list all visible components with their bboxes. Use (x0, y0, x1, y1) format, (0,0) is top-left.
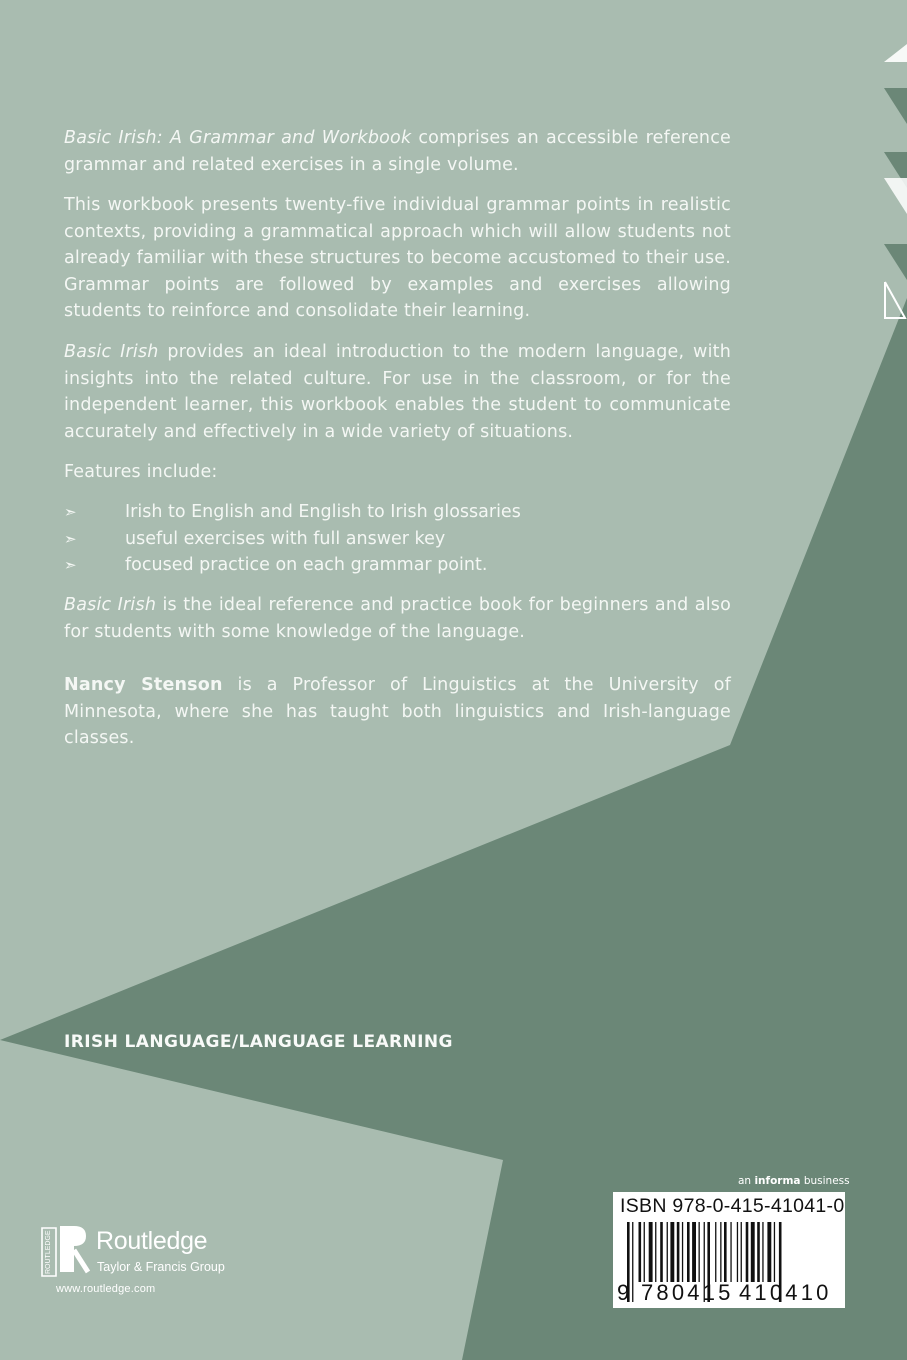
routledge-vertical-mark: ROUTLEDGE (45, 1230, 52, 1274)
barcode-bar (682, 1222, 683, 1282)
publisher-name: Routledge (96, 1227, 208, 1255)
arrow-bullet-icon: ➣ (64, 530, 77, 548)
barcode-bar (724, 1222, 727, 1282)
barcode-bar (762, 1222, 763, 1282)
isbn-label: ISBN 978-0-415-41041-0 (620, 1195, 845, 1217)
isbn-barcode (613, 1192, 845, 1308)
informa-brand: informa (754, 1175, 801, 1187)
barcode-bar (692, 1222, 696, 1282)
informa-suffix: business (800, 1175, 850, 1187)
barcode-bar (655, 1222, 656, 1282)
barcode-bar (730, 1222, 731, 1282)
description-paragraph-5 (64, 592, 731, 645)
barcode-bar (677, 1222, 680, 1282)
paragraph-text: is the ideal reference and practice book for beginners and also for students with some knowledge of the language. (64, 595, 731, 642)
book-title-inline: Basic Irish (64, 342, 159, 362)
barcode-bar (649, 1222, 653, 1282)
features-heading: Features include: (64, 462, 218, 482)
barcode-bar (660, 1222, 663, 1282)
description-paragraph-2 (64, 192, 731, 325)
barcode-bar (737, 1222, 738, 1282)
author-bio (64, 672, 731, 752)
feature-text: Irish to English and English to Irish glossaries (125, 502, 521, 522)
author-bio-text: is a Professor of Linguistics at the University of Minnesota, where she has taught both linguistics and Irish-language classes. (64, 675, 731, 749)
paragraph-text: This workbook presents twenty-five individual grammar points in realistic contexts, providing a grammatical approach which will allow students not already familiar with these structures to become accustomed to their use. Grammar points are followed by examples and exercises allowing students to reinforce and consolidate their learning. (64, 195, 731, 322)
barcode-bar (639, 1222, 642, 1282)
description-paragraph-3 (64, 339, 731, 445)
barcode-bar (757, 1222, 760, 1282)
barcode-bar (715, 1222, 716, 1282)
paragraph-text: comprises an accessible reference grammar and related exercises in a single volume. (64, 128, 731, 175)
barcode-bar (720, 1222, 721, 1282)
barcode-bar (670, 1222, 674, 1282)
barcode-digit-first: 9 (617, 1280, 630, 1305)
publisher-group: Taylor & Francis Group (97, 1260, 225, 1274)
book-title-inline: Basic Irish (64, 595, 157, 615)
informa-prefix: an (738, 1175, 755, 1187)
feature-text: focused practice on each grammar point. (125, 555, 488, 575)
description-paragraph-1 (64, 125, 731, 178)
barcode-bar (687, 1222, 690, 1282)
book-title-inline: Basic Irish: A Grammar and Workbook (64, 128, 412, 148)
barcode-bar (667, 1222, 668, 1282)
author-name: Nancy Stenson (64, 675, 223, 695)
barcode-bar (746, 1222, 749, 1282)
barcode-bar (699, 1222, 700, 1282)
barcode-digits-right: 410410 (739, 1280, 832, 1305)
publisher-website[interactable]: www.routledge.com (56, 1283, 156, 1295)
barcode-bar (774, 1222, 775, 1282)
barcode-bar (751, 1222, 755, 1282)
arrow-bullet-icon: ➣ (64, 556, 77, 574)
barcode-bar (767, 1222, 771, 1282)
informa-business-tag (738, 1175, 850, 1187)
barcode-bar (644, 1222, 645, 1282)
paragraph-text: provides an ideal introduction to the modern language, with insights into the related culture. For use in the classroom, or for the independent learner, this workbook enables the student to communicate accurately and effectively in a wide variety of situations. (64, 342, 731, 442)
subject-category: IRISH LANGUAGE/LANGUAGE LEARNING (64, 1032, 453, 1052)
barcode-digits-left: 780415 (641, 1280, 734, 1305)
barcode-bar (632, 1222, 633, 1302)
arrow-bullet-icon: ➣ (64, 503, 77, 521)
feature-text: useful exercises with full answer key (125, 529, 446, 549)
barcode-bar (741, 1222, 742, 1282)
